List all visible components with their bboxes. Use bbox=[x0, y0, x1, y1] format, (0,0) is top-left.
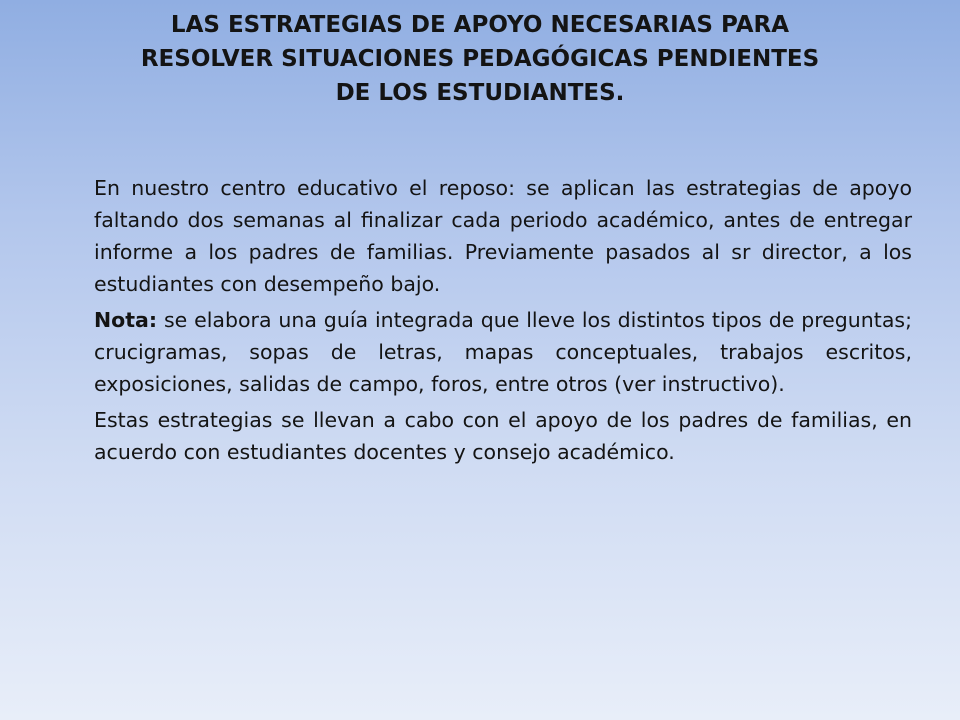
note-text: se elabora una guía integrada que lleve los distintos tipos de preguntas; crucigramas, sopas de letras, mapas conceptuales, trabajos escritos, exposiciones, salidas de campo, foros, entre otros (ver instructivo). bbox=[94, 308, 912, 396]
title-line-3: DE LOS ESTUDIANTES. bbox=[335, 80, 625, 106]
note-label: Nota: bbox=[94, 308, 158, 332]
paragraph-closing bbox=[94, 404, 912, 468]
paragraph-closing-text: Estas estrategias se llevan a cabo con el apoyo de los padres de familias, en acuerdo con estudiantes docentes y consejo académico. bbox=[94, 408, 912, 464]
title-line-1: LAS ESTRATEGIAS DE APOYO NECESARIAS PARA bbox=[170, 12, 790, 38]
paragraph-note bbox=[94, 304, 912, 400]
title-line-2: RESOLVER SITUACIONES PEDAGÓGICAS PENDIENTES bbox=[140, 46, 820, 72]
paragraph-intro-text: En nuestro centro educativo el reposo: se aplican las estrategias de apoyo faltando dos semanas al finalizar cada periodo académico, antes de entregar informe a los padres de familias. Previamente pasados al sr director, a los estudiantes con desempeño bajo. bbox=[94, 176, 912, 296]
slide-title bbox=[40, 8, 920, 110]
paragraph-intro bbox=[94, 172, 912, 300]
slide-body bbox=[94, 172, 912, 472]
